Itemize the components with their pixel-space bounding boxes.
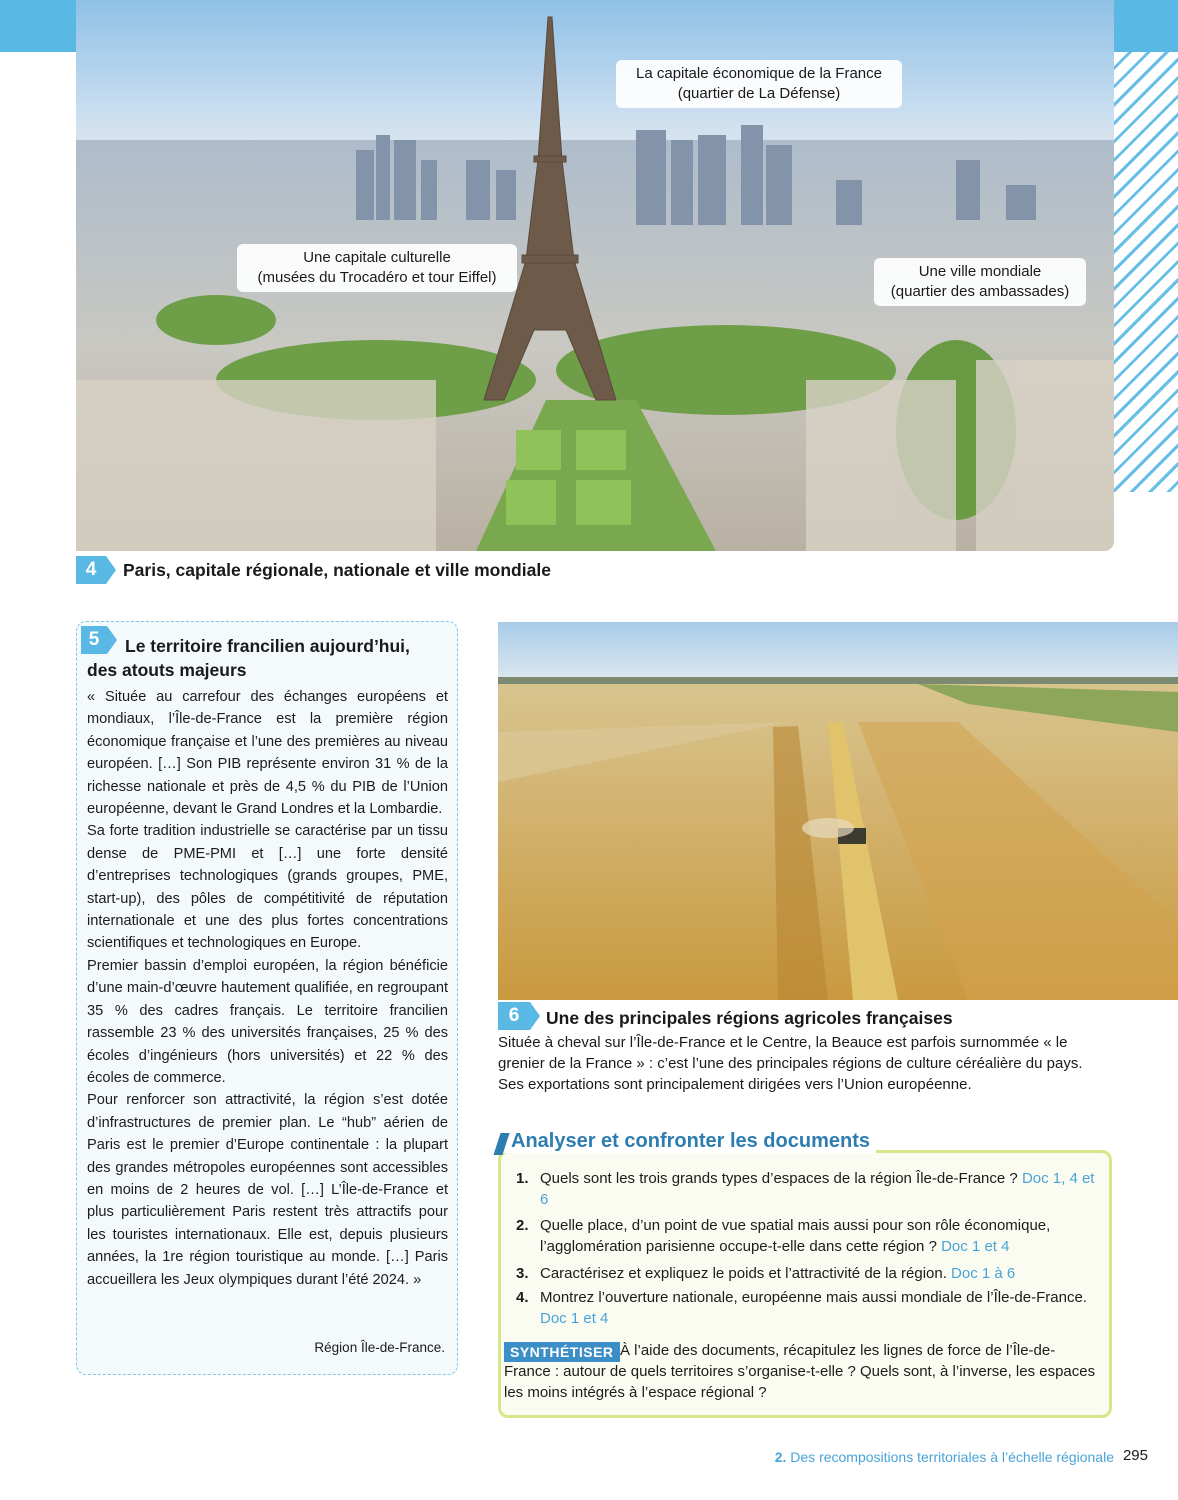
question-number: 3. [516,1265,529,1282]
synthese-text: À l’aide des documents, récapitulez les lignes de force de l’Île-de-France : autour de quels territoires s’organise-t-elle ? Quels sont, à l’inverse, les espaces les moins intégrés à l’espace régional ? [504,1342,1096,1401]
question-number: 1. [516,1170,529,1187]
doc6-number: 6 [498,1002,530,1030]
doc5-paragraph: Pour renforcer son attractivité, la région s’est dotée d’infrastructures de premier plan. Le “hub” aérien de Paris est le premier d’Europe continentale : la plupart des grandes métropoles européennes sont accessibles en moins de 2 heures de vol. […] L’Île-de-France et plus particulièrement Paris restent très attractifs pour les touristes internationaux. Elle est, depuis plusieurs années, la 1re région touristique au monde. […] Paris accueillera les Jeux olympiques durant l’été 2024. » [87,1092,448,1288]
label-world-line2: (quartier des ambassades) [890,283,1070,300]
doc5-paragraph: Premier bassin d’emploi européen, la région bénéficie d’une main-d’œuvre hautement qualifiée, en regroupant 35 % des cadres français. Le territoire francilien rassemble 23 % des universités françaises, 25 % des écoles d’ingénieurs (hors universités) et 22 % des écoles de commerce. [87,957,448,1086]
paris-aerial-photo [76,0,1114,551]
label-cultural-line2: (musées du Trocadéro et tour Eiffel) [257,269,497,286]
label-world-line1: Une ville mondiale [918,263,1042,280]
corner-tab-left [0,0,76,52]
question-body: Quels sont les trois grands types d’espaces de la région Île-de-France ? [540,1170,1018,1187]
doc5-body [87,686,448,1291]
doc5-source: Région Île-de-France. [314,1340,445,1355]
question-ref: Doc 1, 4 et 6 [540,1170,1095,1208]
question-text [540,1287,1096,1329]
question-text [540,1263,1096,1284]
doc5-number: 5 [81,626,107,654]
footer-chapter-title: Des recompositions territoriales à l’échelle régionale [790,1449,1114,1465]
doc5-text-box [76,621,458,1375]
doc4-number: 4 [76,556,106,584]
footer-chapter [775,1449,1114,1465]
doc6-title: Une des principales régions agricoles françaises [546,1008,953,1028]
label-cultural [237,244,517,292]
decorative-stripes [1114,52,1178,492]
question-text [540,1215,1096,1257]
field-illustration [498,622,1178,1000]
label-economic-line2: (quartier de La Défense) [677,85,841,102]
question-number: 4. [516,1289,529,1306]
wheat-field-photo [498,622,1178,1000]
doc5-paragraph: « Située au carrefour des échanges européens et mondiaux, l’Île-de-France est la première région économique française et l’une des premières au niveau européen. […] Son PIB représente environ 31 % de la richesse nationale et près de 4,5 % du PIB de l’Union européenne, devant le Grand Londres et la Lombardie. [87,689,448,818]
question-text [540,1168,1096,1210]
question-body: Montrez l’ouverture nationale, européenne mais aussi mondiale de l’Île-de-France. [540,1289,1087,1306]
label-economic [616,60,902,108]
doc6-caption: Située à cheval sur l’Île-de-France et le Centre, la Beauce est parfois surnommée « le grenier de la France » : c’est l’une des principales régions de culture céréalière du pays. Ses exportations sont principalement dirigées vers l’Union européenne. [498,1034,1083,1093]
doc5-title: Le territoire francilien aujourd’hui, des atouts majeurs [87,636,410,680]
synthese-tag: SYNTHÉTISER [504,1342,620,1362]
doc5-paragraph: Sa forte tradition industrielle se caractérise par un tissu dense de PME-PMI et […] une forte densité d’entreprises technologiques (grands groupes, PME, start-up), des pôles de compétitivité de réputation internationale et une des plus fortes concentrations scientifiques et technologiques en Europe. [87,823,448,952]
page-number: 295 [1122,1447,1148,1464]
question-body: Caractérisez et expliquez le poids et l’attractivité de la région. [540,1265,947,1282]
label-cultural-line1: Une capitale culturelle [303,249,451,266]
corner-tab-right [1114,0,1178,52]
doc4-title: Paris, capitale régionale, nationale et ville mondiale [123,560,551,580]
question-ref: Doc 1 et 4 [941,1238,1010,1255]
question-ref: Doc 1 et 4 [540,1310,609,1327]
label-world [874,258,1086,306]
question-ref: Doc 1 à 6 [951,1265,1016,1282]
analyse-title: Analyser et confronter les documents [497,1130,876,1153]
question-number: 2. [516,1217,529,1234]
question-body: Quelle place, d’un point de vue spatial mais aussi pour son rôle économique, l’agglomération parisienne occupe-t-elle dans cette région ? [540,1217,1051,1255]
footer-chapter-number: 2. [774,1449,787,1465]
label-economic-line1: La capitale économique de la France [636,65,882,82]
